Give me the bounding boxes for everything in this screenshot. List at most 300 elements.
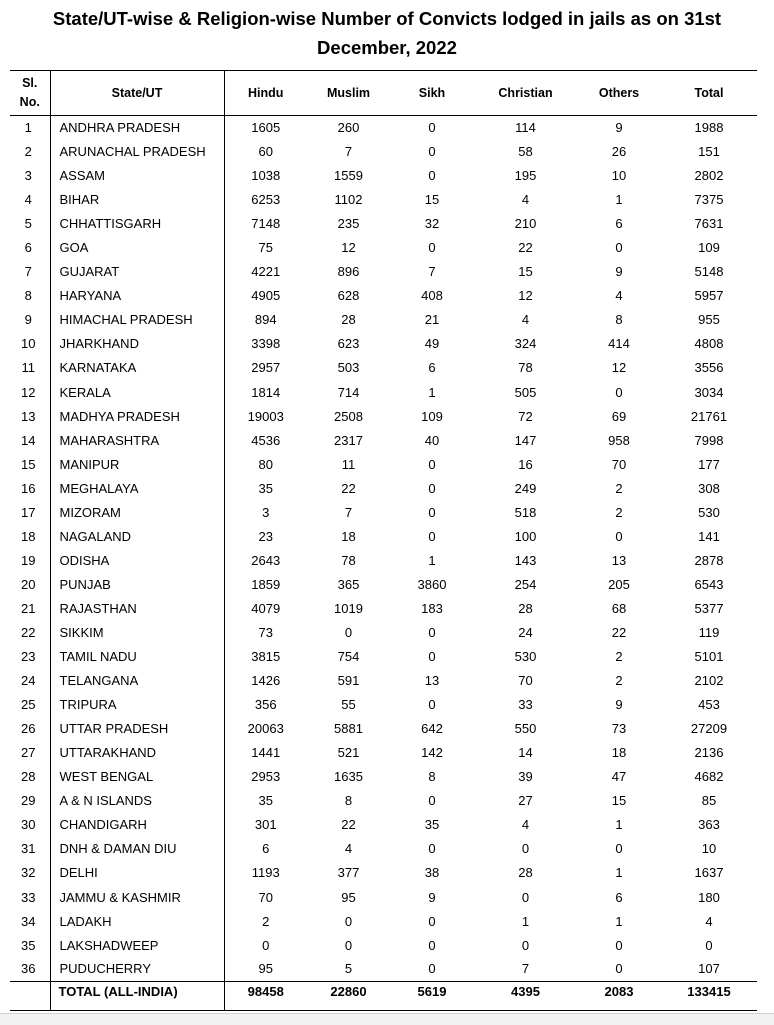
- cell-total: 1988: [694, 120, 724, 136]
- cell-sikh: 13: [424, 673, 440, 689]
- cell-state: NAGALAND: [50, 524, 224, 548]
- total-cell-others: 2083: [577, 981, 661, 1010]
- cell-sl-no: 34: [21, 913, 36, 929]
- cell-sikh: 0: [428, 841, 436, 857]
- cell-hindu: 73: [258, 625, 273, 640]
- cell-sl-no: 36: [21, 961, 36, 977]
- cell-sikh: 408: [421, 288, 443, 304]
- cell-sikh: 1: [428, 384, 436, 400]
- cell-christian: 4: [521, 312, 530, 328]
- cell-sikh: 0: [428, 913, 436, 929]
- cell-sikh: 0: [428, 697, 436, 713]
- cell-hindu: 1193: [251, 865, 280, 881]
- cell-sl-no: 29: [21, 793, 36, 809]
- cell-total: 955: [698, 312, 720, 328]
- cell-christian: 12: [518, 288, 533, 304]
- cell-muslim: 22: [341, 480, 356, 496]
- cell-sl-no: 32: [21, 865, 36, 881]
- cell-hindu: 95: [258, 961, 273, 977]
- cell-hindu: 1038: [251, 168, 281, 184]
- cell-sl-no: 9: [24, 312, 32, 328]
- cell-hindu: 4536: [251, 432, 281, 448]
- cell-others: 13: [611, 552, 627, 568]
- cell-state: UTTARAKHAND: [50, 741, 224, 765]
- table-row: [10, 669, 757, 693]
- cell-christian: 28: [518, 865, 533, 881]
- cell-muslim: 1635: [334, 769, 363, 785]
- cell-total: 7631: [694, 216, 724, 232]
- cell-state: MEGHALAYA: [50, 476, 224, 500]
- cell-christian: 78: [518, 360, 533, 376]
- cell-muslim: 754: [337, 649, 360, 665]
- cell-sikh: 9: [428, 889, 436, 905]
- total-cell-hindu: 98458: [224, 981, 307, 1010]
- cell-sikh: 3860: [417, 576, 447, 592]
- cell-muslim: 1102: [334, 192, 363, 208]
- cell-others: 0: [615, 384, 623, 400]
- cell-hindu: 60: [258, 144, 273, 160]
- cell-christian: 505: [514, 384, 537, 400]
- cell-sikh: 21: [424, 312, 440, 328]
- total-cell-state: TOTAL (ALL-INDIA): [50, 981, 224, 1010]
- cell-state: CHHATTISGARH: [50, 212, 224, 236]
- cell-total: 1637: [694, 865, 724, 881]
- cell-christian: 210: [514, 216, 537, 232]
- table-row: [10, 500, 757, 524]
- table-row: [10, 212, 757, 236]
- cell-sikh: 1: [428, 552, 436, 568]
- cell-christian: 4: [521, 817, 530, 833]
- cell-muslim: 235: [337, 216, 360, 232]
- cell-sikh: 7: [428, 264, 436, 280]
- cell-others: 0: [615, 240, 623, 256]
- cell-muslim: 55: [341, 697, 356, 713]
- cell-sl-no: 31: [21, 841, 36, 857]
- cell-hindu: 1426: [251, 673, 281, 689]
- header-total: Total: [661, 71, 757, 116]
- cell-hindu: 4221: [251, 264, 281, 280]
- cell-hindu: 23: [258, 528, 273, 544]
- total-cell-christian: 4395: [474, 981, 577, 1010]
- cell-sikh: 8: [428, 769, 436, 785]
- cell-sikh: 0: [428, 120, 436, 136]
- cell-sikh: 40: [424, 432, 440, 448]
- cell-christian: 4: [521, 192, 530, 208]
- cell-others: 68: [611, 600, 627, 616]
- cell-muslim: 503: [337, 360, 360, 376]
- cell-others: 9: [615, 264, 623, 280]
- cell-muslim: 1559: [334, 168, 363, 184]
- cell-sikh: 183: [421, 600, 443, 616]
- cell-sikh: 32: [424, 216, 440, 232]
- cell-christian: 15: [518, 264, 533, 280]
- cell-muslim: 2317: [334, 432, 363, 448]
- cell-sl-no: 27: [21, 745, 36, 761]
- cell-sikh: 38: [424, 865, 440, 881]
- cell-christian: 70: [518, 673, 533, 689]
- cell-total: 141: [698, 528, 720, 544]
- table-row: [10, 188, 757, 212]
- cell-state: DELHI: [50, 861, 224, 885]
- cell-hindu: 35: [258, 793, 273, 809]
- cell-sikh: 6: [428, 360, 436, 376]
- cell-christian: 28: [518, 600, 533, 616]
- cell-total: 107: [698, 961, 720, 977]
- cell-muslim: 896: [337, 264, 360, 280]
- cell-hindu: 0: [262, 937, 270, 953]
- header-sikh: Sikh: [390, 71, 474, 116]
- cell-sikh: 642: [421, 721, 443, 737]
- cell-total: 4: [705, 913, 713, 929]
- cell-sikh: 109: [421, 408, 443, 424]
- cell-total: 2102: [694, 673, 724, 689]
- header-muslim: Muslim: [307, 71, 390, 116]
- cell-christian: 147: [514, 432, 537, 448]
- cell-sikh: 0: [428, 961, 436, 977]
- header-sl-no: Sl. No.: [10, 71, 50, 116]
- table-row: [10, 741, 757, 765]
- cell-hindu: 2953: [251, 769, 281, 785]
- cell-sl-no: 15: [21, 456, 36, 472]
- header-state: State/UT: [50, 71, 224, 116]
- cell-total: 5377: [694, 600, 724, 616]
- cell-hindu: 4079: [251, 600, 281, 616]
- cell-sikh: 0: [428, 144, 436, 160]
- cell-state: JHARKHAND: [50, 332, 224, 356]
- cell-hindu: 1859: [251, 576, 281, 592]
- cell-sl-no: 4: [24, 192, 32, 208]
- cell-christian: 72: [518, 408, 533, 424]
- cell-state: DNH & DAMAN DIU: [50, 837, 224, 861]
- cell-muslim: 11: [341, 456, 356, 472]
- table-row: [10, 236, 757, 260]
- cell-others: 18: [611, 745, 627, 761]
- cell-others: 2: [615, 649, 623, 665]
- cell-christian: 22: [518, 240, 533, 256]
- cell-christian: 24: [518, 625, 533, 640]
- cell-sl-no: 7: [24, 264, 32, 280]
- cell-others: 0: [615, 841, 623, 857]
- cell-state: TAMIL NADU: [50, 645, 224, 669]
- table-row: [10, 260, 757, 284]
- cell-total: 0: [705, 937, 713, 953]
- table-row: [10, 140, 757, 164]
- cell-others: 73: [611, 721, 627, 737]
- cell-muslim: 22: [341, 817, 356, 833]
- cell-state: ASSAM: [50, 164, 224, 188]
- table-row: [10, 596, 757, 620]
- cell-state: MAHARASHTRA: [50, 428, 224, 452]
- cell-sl-no: 23: [21, 649, 36, 665]
- cell-state: MIZORAM: [50, 500, 224, 524]
- cell-hindu: 6253: [251, 192, 281, 208]
- cell-total: 530: [698, 504, 720, 520]
- cell-christian: 14: [518, 745, 533, 761]
- cell-hindu: 356: [254, 697, 277, 713]
- cell-others: 9: [615, 697, 623, 713]
- cell-christian: 0: [521, 937, 530, 953]
- cell-total: 2802: [694, 168, 724, 184]
- cell-others: 9: [615, 120, 623, 136]
- cell-total: 2136: [694, 745, 724, 761]
- cell-others: 1: [615, 817, 623, 833]
- table-row: [10, 765, 757, 789]
- cell-sl-no: 25: [21, 697, 36, 713]
- cell-total: 4682: [694, 769, 724, 785]
- table-row: [10, 885, 757, 909]
- table-row: [10, 861, 757, 885]
- cell-total: 4808: [694, 336, 724, 352]
- cell-others: 4: [615, 288, 623, 304]
- cell-others: 12: [611, 360, 627, 376]
- table-row: [10, 909, 757, 933]
- cell-christian: 530: [514, 649, 537, 665]
- cell-state: WEST BENGAL: [50, 765, 224, 789]
- cell-sikh: 0: [428, 456, 436, 472]
- cell-christian: 254: [514, 576, 537, 592]
- cell-total: 10: [701, 841, 717, 857]
- table-row: [10, 308, 757, 332]
- cell-others: 6: [615, 889, 623, 905]
- cell-state: MANIPUR: [50, 452, 224, 476]
- cell-total: 7998: [694, 432, 724, 448]
- cell-christian: 100: [514, 528, 537, 544]
- table-row: [10, 789, 757, 813]
- cell-sikh: 0: [428, 504, 436, 520]
- cell-others: 1: [615, 865, 623, 881]
- total-cell-muslim: 22860: [307, 981, 390, 1010]
- cell-sl-no: 14: [21, 432, 36, 448]
- cell-total: 3034: [694, 384, 724, 400]
- cell-hindu: 20063: [247, 721, 284, 737]
- cell-others: 70: [611, 456, 627, 472]
- cell-muslim: 2508: [334, 408, 363, 424]
- convicts-table: [10, 70, 757, 1011]
- cell-others: 1: [615, 192, 623, 208]
- cell-others: 10: [611, 168, 627, 184]
- cell-hindu: 75: [258, 240, 273, 256]
- table-row: [10, 620, 757, 644]
- cell-christian: 0: [521, 889, 530, 905]
- table-row: [10, 116, 757, 140]
- table-row: [10, 645, 757, 669]
- cell-christian: 324: [514, 336, 537, 352]
- cell-sl-no: 11: [21, 360, 35, 376]
- cell-others: 26: [611, 144, 627, 160]
- cell-total: 6543: [694, 576, 724, 592]
- table-row: [10, 572, 757, 596]
- cell-others: 414: [608, 336, 630, 352]
- cell-state: HARYANA: [50, 284, 224, 308]
- cell-muslim: 260: [337, 120, 360, 136]
- cell-muslim: 78: [341, 552, 356, 568]
- cell-others: 47: [611, 769, 627, 785]
- cell-sikh: 49: [424, 336, 440, 352]
- cell-total: 7375: [694, 192, 724, 208]
- cell-hindu: 80: [258, 456, 273, 472]
- table-row: [10, 404, 757, 428]
- cell-sl-no: 26: [21, 721, 36, 737]
- cell-state: GUJARAT: [50, 260, 224, 284]
- table-row: [10, 837, 757, 861]
- cell-sl-no: 35: [21, 937, 36, 953]
- cell-hindu: 3815: [251, 649, 281, 665]
- cell-others: 1: [615, 913, 623, 929]
- cell-sl-no: 8: [24, 288, 32, 304]
- cell-state: RAJASTHAN: [50, 596, 224, 620]
- cell-sikh: 0: [428, 480, 436, 496]
- cell-total: 5957: [694, 288, 724, 304]
- cell-muslim: 365: [337, 576, 360, 592]
- cell-total: 85: [701, 793, 717, 809]
- cell-muslim: 18: [341, 528, 356, 544]
- cell-state: KARNATAKA: [50, 356, 224, 380]
- table-row: [10, 813, 757, 837]
- cell-state: JAMMU & KASHMIR: [50, 885, 224, 909]
- cell-sl-no: 5: [24, 216, 32, 232]
- cell-hindu: 2957: [251, 360, 281, 376]
- cell-sl-no: 12: [21, 384, 36, 400]
- cell-sl-no: 16: [21, 480, 36, 496]
- total-cell-sl-no: [10, 981, 50, 1010]
- table-row: [10, 332, 757, 356]
- cell-christian: 143: [514, 552, 537, 568]
- cell-state: ANDHRA PRADESH: [50, 116, 224, 140]
- cell-sikh: 0: [428, 793, 436, 809]
- cell-sl-no: 18: [21, 528, 36, 544]
- cell-sl-no: 30: [21, 817, 36, 833]
- cell-total: 21761: [690, 408, 728, 424]
- cell-sl-no: 33: [21, 889, 36, 905]
- cell-muslim: 628: [337, 288, 360, 304]
- cell-others: 205: [608, 576, 630, 592]
- cell-total: 177: [698, 456, 720, 472]
- cell-hindu: 2: [262, 913, 270, 929]
- cell-sl-no: 3: [24, 168, 32, 184]
- title-line-2: December, 2022: [317, 37, 457, 58]
- cell-hindu: 1814: [251, 384, 281, 400]
- cell-state: LAKSHADWEEP: [50, 933, 224, 957]
- cell-sikh: 0: [428, 625, 436, 640]
- cell-muslim: 377: [337, 865, 360, 881]
- cell-state: A & N ISLANDS: [50, 789, 224, 813]
- cell-state: GOA: [50, 236, 224, 260]
- cell-christian: 58: [518, 144, 533, 160]
- cell-total: 3556: [694, 360, 724, 376]
- cell-sl-no: 21: [21, 600, 36, 616]
- cell-state: BIHAR: [50, 188, 224, 212]
- cell-hindu: 3: [262, 504, 270, 520]
- cell-sl-no: 22: [21, 625, 36, 640]
- cell-others: 958: [608, 432, 630, 448]
- cell-sikh: 0: [428, 240, 436, 256]
- cell-others: 0: [615, 937, 623, 953]
- cell-sikh: 142: [421, 745, 443, 761]
- page-bottom-edge: [0, 1013, 774, 1025]
- cell-sl-no: 20: [21, 576, 36, 592]
- cell-sl-no: 13: [21, 408, 36, 424]
- cell-state: TELANGANA: [50, 669, 224, 693]
- table-row: [10, 428, 757, 452]
- cell-total: 308: [698, 480, 720, 496]
- table-row: [10, 957, 757, 981]
- cell-total: 5101: [694, 649, 724, 665]
- cell-hindu: 7148: [251, 216, 281, 232]
- cell-muslim: 1019: [334, 600, 363, 616]
- cell-muslim: 0: [344, 937, 353, 953]
- cell-total: 151: [698, 144, 720, 160]
- cell-christian: 195: [514, 168, 537, 184]
- cell-muslim: 714: [337, 384, 360, 400]
- cell-christian: 33: [518, 697, 533, 713]
- cell-state: LADAKH: [50, 909, 224, 933]
- cell-others: 8: [615, 312, 623, 328]
- cell-hindu: 894: [254, 312, 277, 328]
- table-row: [10, 356, 757, 380]
- cell-others: 69: [611, 408, 627, 424]
- cell-others: 0: [615, 528, 623, 544]
- cell-muslim: 521: [337, 745, 360, 761]
- cell-christian: 1: [521, 913, 530, 929]
- cell-christian: 518: [514, 504, 537, 520]
- cell-others: 6: [615, 216, 623, 232]
- cell-sikh: 0: [428, 528, 436, 544]
- cell-state: HIMACHAL PRADESH: [50, 308, 224, 332]
- header-hindu: Hindu: [224, 71, 307, 116]
- cell-hindu: 1605: [251, 120, 281, 136]
- table-header-row: [10, 71, 757, 116]
- cell-muslim: 0: [344, 913, 353, 929]
- cell-total: 27209: [690, 721, 728, 737]
- cell-others: 2: [615, 504, 623, 520]
- cell-state: PUNJAB: [50, 572, 224, 596]
- table-row: [10, 164, 757, 188]
- cell-muslim: 8: [344, 793, 353, 809]
- cell-christian: 16: [518, 456, 533, 472]
- cell-others: 22: [611, 625, 627, 640]
- cell-muslim: 7: [344, 144, 353, 160]
- cell-state: ODISHA: [50, 548, 224, 572]
- title-line-1: State/UT-wise & Religion-wise Number of Convicts lodged in jails as on 31st: [52, 8, 722, 29]
- table-row: [10, 284, 757, 308]
- cell-hindu: 35: [258, 480, 273, 496]
- cell-sl-no: 19: [21, 552, 36, 568]
- cell-muslim: 591: [337, 673, 360, 689]
- cell-sl-no: 6: [24, 240, 32, 256]
- total-cell-sikh: 5619: [390, 981, 474, 1010]
- cell-muslim: 95: [341, 889, 356, 905]
- cell-christian: 39: [518, 769, 533, 785]
- cell-muslim: 28: [341, 312, 356, 328]
- cell-state: TRIPURA: [50, 693, 224, 717]
- cell-hindu: 6: [262, 841, 270, 857]
- cell-state: PUDUCHERRY: [50, 957, 224, 981]
- cell-state: MADHYA PRADESH: [50, 404, 224, 428]
- cell-total: 5148: [694, 264, 724, 280]
- cell-muslim: 5: [344, 961, 353, 977]
- cell-muslim: 0: [344, 625, 353, 640]
- cell-christian: 27: [518, 793, 533, 809]
- cell-total: 180: [698, 889, 720, 905]
- cell-others: 0: [615, 961, 623, 977]
- cell-muslim: 12: [341, 240, 356, 256]
- table-row: [10, 524, 757, 548]
- cell-state: ARUNACHAL PRADESH: [50, 140, 224, 164]
- table-row: [10, 548, 757, 572]
- cell-hindu: 2643: [251, 552, 281, 568]
- total-row: [10, 981, 757, 1010]
- cell-sikh: 15: [424, 192, 440, 208]
